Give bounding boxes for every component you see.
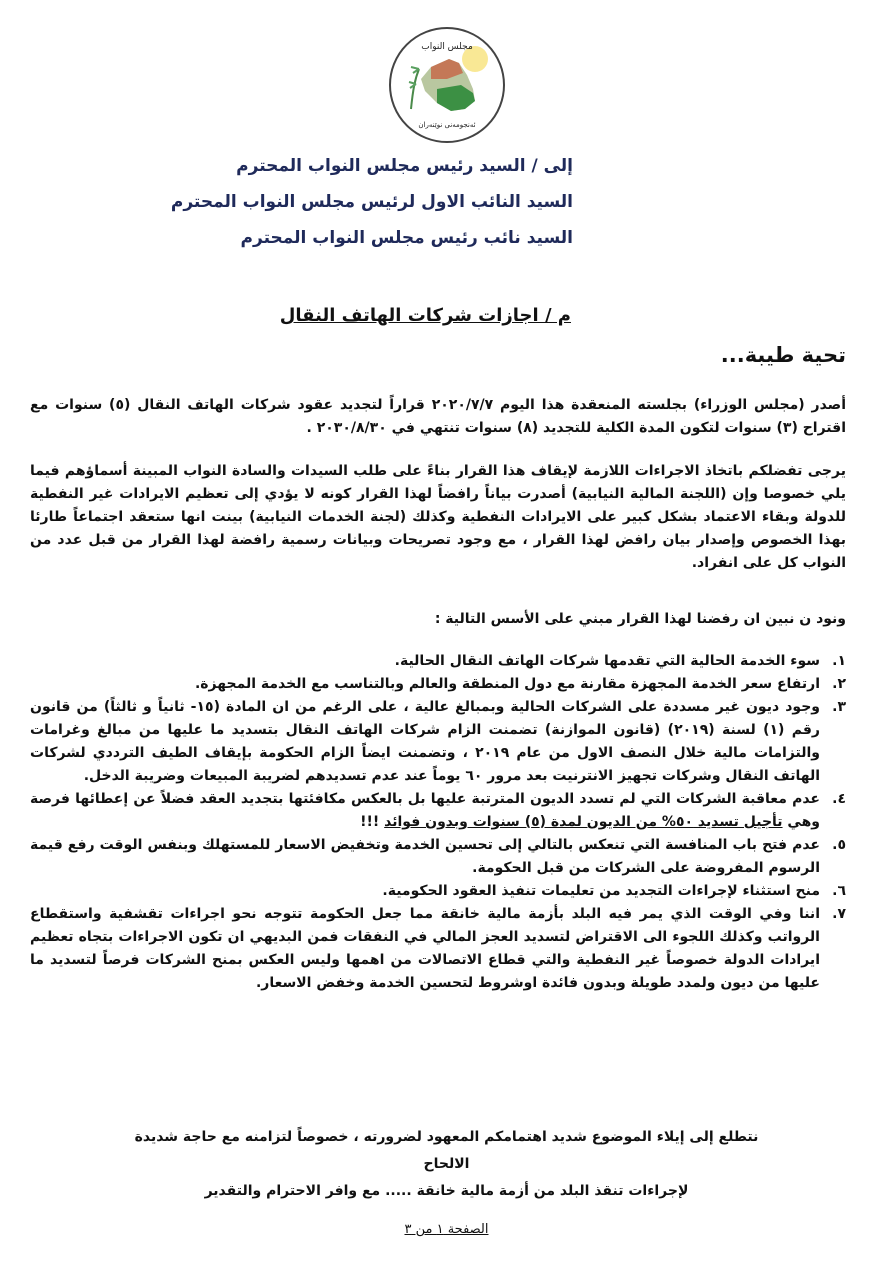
list-number: ٧.: [832, 906, 846, 922]
paragraph-request: يرجى تفضلكم باتخاذ الاجراءات اللازمة لإيقاف هذا القرار بناءً على طلب السيدات والسادة النواب المبينة أسماؤهم فيما يلي خصوصا وإن (اللجنة المالية النيابية) أصدرت بياناً رافضاً لهذا القرار كونه لا يؤدي إلى تعظيم الايرادات غير النفطية للدولة وبقاء الاعتماد بشكل كبير على الايرادات النفطية وكذلك (لجنة الخدمات النيابية) بينت انها ستعقد اجتماعاً طارئا بهذا الخصوص وإصدار بيان رافض لهذا القرار ، مع وجود تصريحات وبيانات رسمية رافضة لهذا القرار من قبل عدد من النواب كل على انفراد.: [30, 463, 846, 571]
list-text: منح استثناء لإجراءات التجديد من تعليمات تنفيذ العقود الحكومية.: [382, 883, 820, 899]
list-item: [30, 903, 846, 995]
list-text: سوء الخدمة الحالية التي تقدمها شركات الهاتف النقال الحالية.: [394, 653, 820, 669]
list-text: ارتفاع سعر الخدمة المجهزة مقارنة مع دول المنطقة والعالم وبالتناسب مع الخدمة المجهزة.: [194, 676, 820, 692]
list-text: عدم فتح باب المنافسة التي تنعكس بالتالي إلى تحسين الخدمة وتخفيض الاسعار للمستهلك وبنفس الوقت رفع قيمة الرسوم المفروضة على الشركات من قبل الحكومة.: [30, 837, 820, 876]
list-text: وجود ديون غير مسددة على الشركات الحالية وبمبالغ عالية ، على الرغم من ان المادة (١٥- ثانياً و ثالثاً) من قانون رقم (١) لسنة (٢٠١٩) (قانون الموازنة) تضمنت الزام شركات الهاتف النقال بتسديد ما عليها من مبالغ وغرامات والتزامات مالية خلال النصف الاول من عام ٢٠١٩ ، وتضمنت ايضاً الزام الحكومة بإيقاف الطيف الترددي لشركات الهاتف النقال وشركات تجهيز الانترنيت بعد مرور ٦٠ يوماً عند عدم تسديدهم لضريبة المبيعات وضريبة الدخل.: [30, 699, 820, 784]
basis-intro: ونود ن نبين ان رفضنا لهذا القرار مبني على الأسس التالية :: [434, 611, 846, 627]
closing-line: نتطلع إلى إيلاء الموضوع شديد اهتمامكم المعهود لضرورته ، خصوصاً لتزامنه مع حاجة شديدة الالحاح: [134, 1129, 759, 1172]
parliament-logo: [389, 27, 505, 143]
list-item: [30, 880, 846, 903]
paragraph-decision: أصدر (مجلس الوزراء) بجلسته المنعقدة هذا اليوم ٢٠٢٠/٧/٧ قراراً لتجديد عقود شركات الهاتف النقال (٥) سنوات مع اقتراح (٣) سنوات لتكون المدة الكلية للتجديد (٨) سنوات تنتهي في ٢٠٣٠/٨/٣٠ .: [30, 397, 846, 436]
logo-bottom-text: ئەنجومەنی نوێنەران: [418, 121, 476, 129]
list-item: [30, 834, 846, 880]
logo-top-text: مجلس النواب: [421, 42, 473, 52]
exclamation-suffix: !!!: [360, 814, 385, 830]
closing-line: لإجراءات تنقذ البلد من أزمة مالية خانقة ..... مع وافر الاحترام والتقدير: [204, 1183, 689, 1199]
list-item: [30, 673, 846, 696]
list-number: ٣.: [832, 699, 846, 715]
list-number: ٥.: [832, 837, 846, 853]
list-text: اننا وفي الوقت الذي يمر فيه البلد بأزمة مالية خانقة مما جعل الحكومة تتوجه نحو اجراءات تقشفية واستقطاع الرواتب وكذلك اللجوء الى الاقتراض لتسديد العجز المالي في النفقات فمن البديهي ان تكون الاجراءات بتجاه تعظيم ايرادات الدولة خصوصاً غير النفطية والتي قطاع الاتصالات من اهمها وليس العكس بمنح الشركات فرصاً لتسديد ما عليها من ديون ولمدد طويلة وبدون فائدة اوشروط لتحسين الخدمة وخفض الاسعار.: [30, 906, 820, 991]
page-number: الصفحة ١ من ٣: [404, 1222, 489, 1237]
basis-list: [30, 650, 846, 995]
list-number: ١.: [832, 653, 846, 669]
underlined-deferral-text: تأجيل تسديد ٥٠% من الديون لمدة (٥) سنوات وبدون فوائد: [384, 814, 783, 830]
recipient-deputy: السيد نائب رئيس مجلس النواب المحترم: [240, 228, 573, 248]
list-item: [30, 650, 846, 673]
list-number: ٢.: [832, 676, 846, 692]
subject-line: م / اجازات شركات الهاتف النقال: [279, 305, 571, 326]
list-number: ٤.: [832, 791, 846, 807]
list-item: [30, 696, 846, 788]
greeting: تحية طيبة...: [720, 343, 846, 367]
list-item: [30, 788, 846, 834]
closing-block: [120, 1124, 773, 1205]
iraq-map-emblem-icon: [391, 29, 503, 141]
list-number: ٦.: [832, 883, 846, 899]
recipient-speaker: إلى / السيد رئيس مجلس النواب المحترم: [236, 156, 573, 176]
recipients-block: [171, 148, 573, 256]
recipient-first-deputy: السيد النائب الاول لرئيس مجلس النواب المحترم: [170, 192, 573, 212]
list-text: عدم معاقبة الشركات التي لم تسدد الديون المترتبة عليها بل بالعكس مكافئتها بتجديد العقد فضلاً عن إعطائها فرصة وهي: [30, 791, 820, 830]
